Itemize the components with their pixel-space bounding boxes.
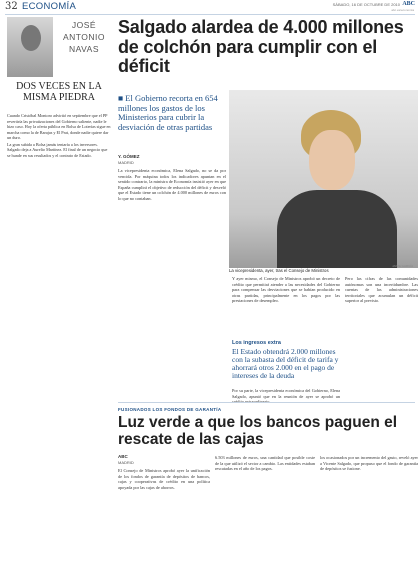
byline: Y. GÓMEZ — [118, 154, 140, 159]
article-column: Pero las cifras de las comunidades autónomas son una incertidumbre. Las cuentas de las administraciones territoriales que acumulan un déficit superior al previsto. — [345, 276, 418, 304]
photo-caption: La vicepresidenta, ayer, tras el Consejo de Ministros — [229, 268, 329, 273]
article-column: El Consejo de Ministros aprobó ayer la unificación de los fondos de garantía de depósitos de bancos, cajas y cooperativas de crédito en una política apoyada por las cajas de ahorros. — [118, 468, 210, 490]
bullet-icon: ■ — [118, 93, 126, 103]
opinion-body — [7, 113, 111, 159]
author-name: JOSÉ ANTONIO NAVAS — [62, 20, 106, 54]
article-kicker: FUSIONADOS LOS FONDOS DE GARANTÍA — [118, 407, 222, 412]
opinion-column — [5, 17, 113, 557]
article-column: Y ayer mismo, el Consejo de Ministros aprobó un decreto de crédito que permitirá atender a las necesidades del Gobierno para compensar las desviaciones que se habían producido en otras partidas, principalmente en los pagos por las prestaciones de desempleo. — [232, 276, 340, 304]
article-column: 6.503 millones de euros, una cantidad que posible coste de la que utilizó el sector a cambio. Las entidades estaban rescatadas en el año de los pagos. — [215, 455, 315, 472]
brand-logo: ABC — [402, 1, 415, 7]
byline: ABC — [118, 454, 128, 459]
dateline: MADRID — [118, 160, 134, 165]
photo-credit: JAIME GARCÍA — [392, 264, 414, 268]
web-address: abc.es/economia — [391, 8, 414, 12]
section-title: ECONOMÍA — [22, 1, 77, 12]
author-photo — [7, 17, 53, 77]
article-headline: Luz verde a que los bancos paguen el rescate de las cajas — [118, 414, 398, 448]
subhead: Los ingresos extra — [232, 340, 281, 346]
opinion-paragraph: La gran subida a Bolsa jamás tentaría a los inversores. Salgado deja a Aurelio Martínez. El final de un negocio que se hunde en sus resultados y el contrato de Estado. — [7, 141, 108, 158]
opinion-title: DOS VECES EN LA MISMA PIEDRA — [16, 81, 102, 103]
opinion-paragraph: Cuando Cristóbal Montoro advirtió en septiembre que el PP revertiría las privatizaciones del Gobierno saliente, nadie le hizo caso. Hoy la oferta pública en Bolsa de Loterías sigue en marcha como la de Barajas y El Prat, donde nadie quiere dar un duro. — [7, 113, 111, 140]
article-column: Por su parte, la vicepresidenta económica del Gobierno, Elena Salgado, apuntó que en la reunión de ayer se aprobó un crédito extraordinario. — [232, 388, 340, 405]
dateline: MADRID — [118, 460, 134, 465]
article-headline: Salgado alardea de 4.000 millones de colchón para cumplir con el déficit — [118, 17, 404, 76]
article-photo — [229, 90, 418, 268]
issue-date: SÁBADO, 16 DE OCTUBRE DE 2010 — [332, 2, 400, 7]
summary-text: El Gobierno recorta en 654 millones los gastos de los Ministerios para cubrir la desviación de otras partidas — [118, 93, 218, 132]
article-column: La vicepresidenta económica, Elena Salgado, no se da por vencida. Por máquina todos los indicadores apuntan en el sentido contrario, la ministra de Economía insistió ayer en que España cumplirá el objetivo de reducción del déficit y desveló que el Estado tiene un colchón de 4.000 millones de euros con lo que no contaban. — [118, 168, 226, 201]
article-column: los ocasionados por un incremento del gasto, reveló ayer a Vicente Salgado, que propuso que el fondo de garantía de depósitos se fusione. — [320, 455, 418, 472]
article-summary — [118, 94, 226, 132]
header-rule — [5, 14, 415, 15]
page-number: 32 — [5, 1, 18, 12]
pull-quote: El Estado obtendrá 2.000 millones con la subasta del déficit de tarifa y ahorrará otros 2.000 en el pago de intereses de la deuda — [232, 347, 339, 380]
page-header — [0, 0, 420, 13]
article-divider — [118, 402, 415, 403]
